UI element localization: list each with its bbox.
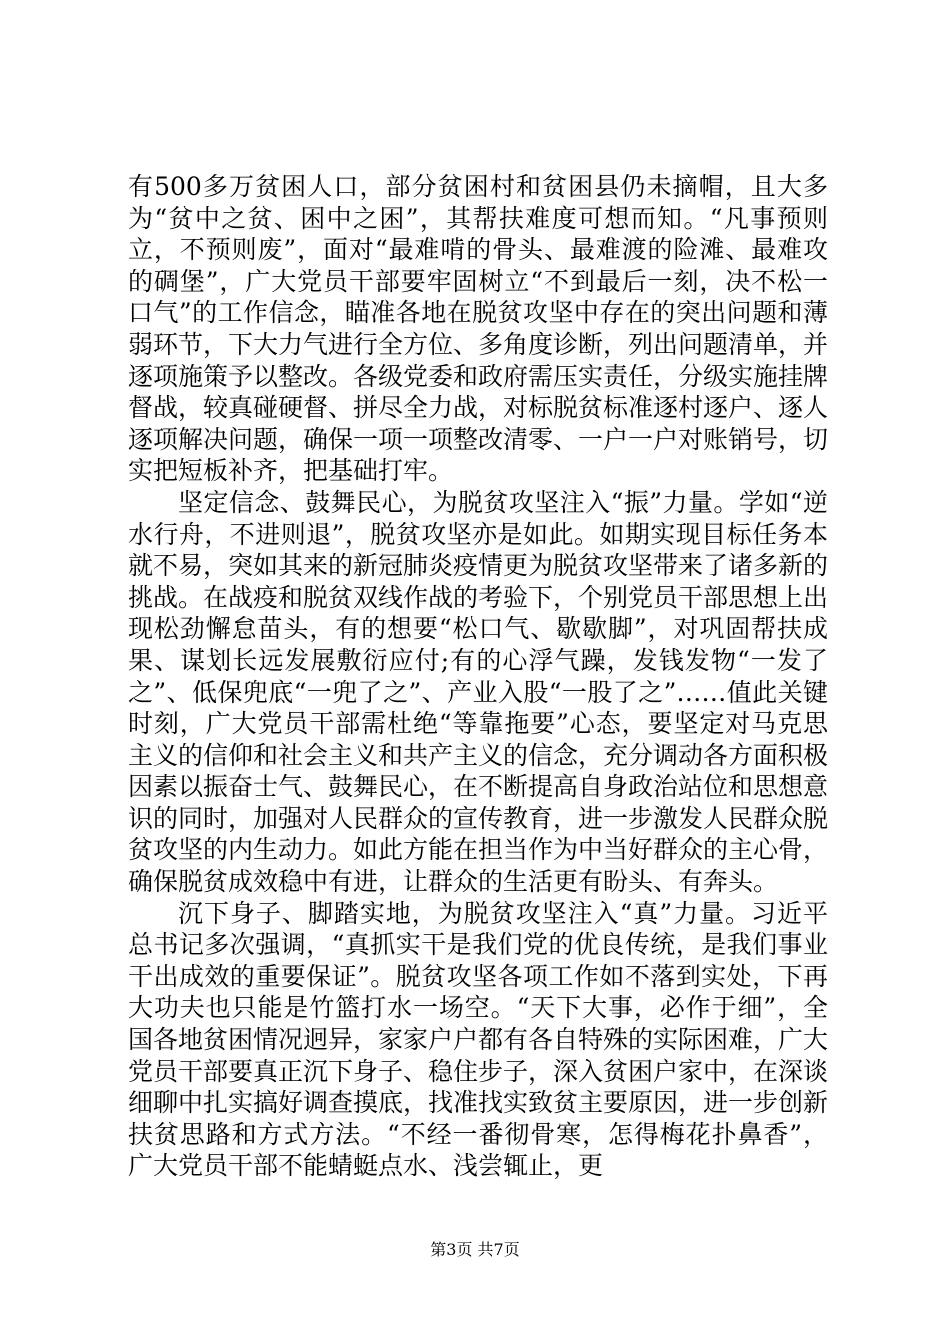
document-body	[128, 171, 828, 1182]
paragraph-continued: 有500多万贫困人口，部分贫困村和贫困县仍未摘帽，且大多为“贫中之贫、困中之困”，其帮扶难度可想而知。“凡事预则立，不预则废”，面对“最难啃的骨头、最难渡的险滩、最难攻的碉堡”，广大党员干部要牢固树立“不到最后一刻，决不松一口气”的工作信念，瞄准各地在脱贫攻坚中存在的突出问题和薄弱环节，下大力气进行全方位、多角度诊断，列出问题清单，并逐项施策予以整改。各级党委和政府需压实责任，分级实施挂牌督战，较真碰硬督、拼尽全力战，对标脱贫标准逐村逐户、逐人逐项解决问题，确保一项一项整改清零、一户一户对账销号，切实把短板补齐，把基础打牢。	[128, 172, 829, 486]
paragraph-zhen-strength: 坚定信念、鼓舞民心，为脱贫攻坚注入“振”力量。学如“逆水行舟，不进则退”，脱贫攻坚亦是如此。如期实现目标任务本就不易，突如其来的新冠肺炎疫情更为脱贫攻坚带来了诸多新的挑战。在战疫和脱贫双线作战的考验下，个别党员干部思想上出现松劲懈怠苗头，有的想要“松口气、歇歇脚”，对巩固帮扶成果、谋划长远发展敷衍应付;有的心浮气躁，发钱发物“一发了之”、低保兜底“一兜了之”、产业入股“一股了之”……值此关键时刻，广大党员干部需杜绝“等靠拖要”心态，要坚定对马克思主义的信仰和社会主义和共产主义的信念，充分调动各方面积极因素以振奋士气、鼓舞民心，在不断提高自身政治站位和思想意识的同时，加强对人民群众的宣传教育，进一步激发人民群众脱贫攻坚的内生动力。如此方能在担当作为中当好群众的主心骨，确保脱贫成效稳中有进，让群众的生活更有盼头、有奔头。	[128, 487, 829, 897]
page-number-footer: 第3页 共7页	[430, 1240, 520, 1259]
paragraph-real-strength: 沉下身子、脚踏实地，为脱贫攻坚注入“真”力量。习近平总书记多次强调，“真抓实干是我们党的优良传统，是我们事业干出成效的重要保证”。脱贫攻坚各项工作如不落到实处，下再大功夫也只能是竹篮打水一场空。“天下大事，必作于细”，全国各地贫困情况迥异，家家户户都有各自特殊的实际困难，广大党员干部要真正沉下身子、稳住步子，深入贫困户家中，在深谈细聊中扎实搞好调查摸底，找准找实致贫主要原因，进一步创新扶贫思路和方式方法。“不经一番彻骨寒，怎得梅花扑鼻香”，广大党员干部不能蜻蜓点水、浅尝辄止，更	[128, 898, 829, 1181]
